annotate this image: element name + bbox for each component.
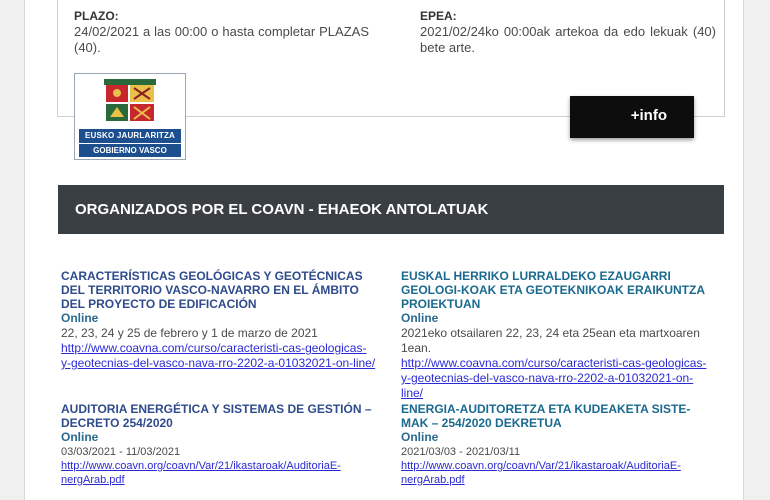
course-title: CARACTERÍSTICAS GEOLÓGICAS Y GEOTÉCNICAS DEL TERRITORIO VASCO-NAVARRO EN EL ÁMBITO DEL PROYECTO DE EDIFICACIÓN: [61, 269, 363, 311]
more-info-button[interactable]: +info: [570, 96, 694, 138]
gobierno-vasco-logo: [74, 73, 186, 160]
course-link[interactable]: http://www.coavna.com/curso/caracteristi-cas-geologicas-y-geotecnias-del-vasco-nava-rro-2202-a-01032021-on-line/: [401, 356, 707, 400]
plazo-heading: PLAZO:: [74, 9, 119, 23]
course-dates: 22, 23, 24 y 25 de febrero y 1 de marzo de 2021: [61, 326, 318, 340]
course-title: ENERGIA-AUDITORETZA ETA KUDEAKETA SISTE-MAK – 254/2020 DEKRETUA: [401, 402, 691, 430]
logo-line-2: GOBIERNO VASCO: [79, 144, 181, 157]
course-link[interactable]: http://www.coavna.com/curso/caracteristi-cas-geologicas-y-geotecnias-del-vasco-nava-rro-2202-a-01032021-on-line/: [61, 341, 376, 370]
epea-block: [420, 8, 716, 56]
epea-heading: EPEA:: [420, 9, 457, 23]
plazo-text: 24/02/2021 a las 00:00 o hasta completar PLAZAS (40).: [74, 24, 369, 55]
epea-text: 2021/02/24ko 00:00ak artekoa da edo lekuak (40) bete arte.: [420, 24, 716, 55]
logo-line-1: EUSKO JAURLARITZA: [79, 129, 181, 143]
course-mode: Online: [61, 430, 99, 444]
course-link[interactable]: http://www.coavn.org/coavn/Var/21/ikastaroak/AuditoriaE-nergArab.pdf: [401, 460, 681, 486]
course-dates: 03/03/2021 - 11/03/2021: [61, 446, 181, 458]
course-dates: 2021/03/03 - 2021/03/11: [401, 446, 521, 458]
coat-of-arms-icon: [104, 79, 156, 125]
course-dates: 2021eko otsailaren 22, 23, 24 eta 25ean eta martxoaren 1ean.: [401, 326, 700, 355]
course-mode: Online: [61, 311, 99, 325]
plazo-block: [74, 8, 369, 56]
course-item: [61, 269, 376, 371]
section-banner: ORGANIZADOS POR EL COAVN - EHAEOK ANTOLATUAK: [58, 185, 724, 234]
course-mode: Online: [401, 430, 439, 444]
course-link[interactable]: http://www.coavn.org/coavn/Var/21/ikastaroak/AuditoriaE-nergArab.pdf: [61, 460, 341, 486]
course-title: AUDITORIA ENERGÉTICA Y SISTEMAS DE GESTIÓN – DECRETO 254/2020: [61, 402, 372, 430]
course-item: [401, 269, 713, 401]
course-title: EUSKAL HERRIKO LURRALDEKO EZAUGARRI GEOLOGI-KOAK ETA GEOTEKNIKOAK ERAIKUNTZA PROIEKTUAN: [401, 269, 705, 311]
course-item: [61, 402, 376, 487]
course-item: [401, 402, 713, 487]
course-mode: Online: [401, 311, 439, 325]
